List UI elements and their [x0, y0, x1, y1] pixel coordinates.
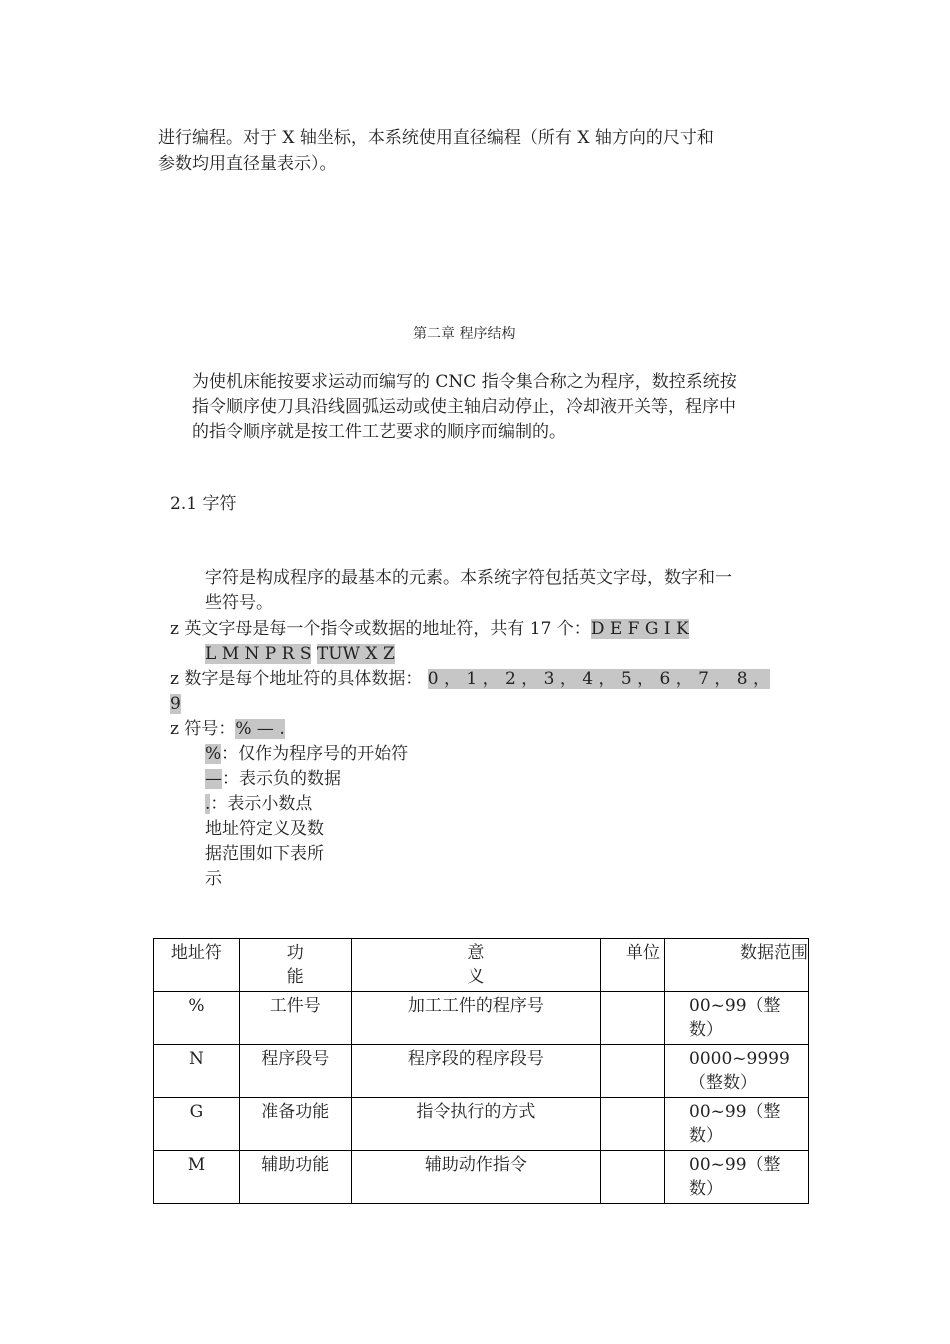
bullet-digits-prefix: z 数字是每个地址符的具体数据：: [170, 669, 423, 689]
letters-highlight-1: D E F G I K: [590, 619, 689, 639]
table-intro-line-1: 地址符定义及数: [205, 819, 324, 839]
header-meaning-2: 义: [467, 967, 485, 987]
symbol-minus-desc: ：表示负的数据: [222, 769, 341, 789]
table-row: [154, 1045, 809, 1098]
cell-address: %: [154, 992, 240, 1045]
header-range: 数据范围: [665, 939, 809, 992]
cell-meaning: 程序段的程序段号: [351, 1045, 600, 1098]
section-para-line-1: 字符是构成程序的最基本的元素。本系统字符包括英文字母，数字和一: [205, 568, 732, 588]
chapter-para-line-3: 的指令顺序就是按工件工艺要求的顺序而编制的。: [192, 422, 566, 442]
chapter-para-line-1: 为使机床能按要求运动而编写的 CNC 指令集合称之为程序，数控系统按: [192, 372, 737, 392]
cell-unit: [601, 1045, 665, 1098]
cell-range-2: 数）: [689, 1179, 723, 1199]
bullet-letters: [170, 617, 689, 642]
symbol-percent-desc: ：仅作为程序号的开始符: [221, 744, 409, 764]
cell-range-1: 00~99（整: [689, 996, 781, 1016]
cell-range-1: 00~99（整: [689, 1155, 781, 1175]
symbol-def-dot: [205, 792, 312, 817]
header-unit: 单位: [601, 939, 665, 992]
table-row: [154, 992, 809, 1045]
symbol-dot-desc: ：表示小数点: [210, 794, 313, 814]
letters-highlight-3: TUW X Z: [316, 644, 395, 664]
cell-meaning: 加工工件的程序号: [351, 992, 600, 1045]
header-function: [239, 939, 351, 992]
table-row: [154, 1151, 809, 1204]
cell-range-2: 数）: [689, 1126, 723, 1146]
header-function-1: 功: [286, 943, 304, 963]
cell-unit: [601, 1151, 665, 1204]
symbol-dot: .: [205, 794, 211, 814]
bullet-digits: [170, 667, 770, 692]
cell-range-1: 0000~9999: [689, 1049, 790, 1069]
header-meaning: [351, 939, 600, 992]
address-table: [153, 938, 809, 1204]
cell-meaning: 辅助动作指令: [351, 1151, 600, 1204]
digits-highlight-1: 0 ， 1 ， 2 ， 3 ， 4 ， 5 ， 6 ， 7 ， 8 ，: [427, 669, 770, 689]
chapter-title: 第二章 程序结构: [413, 326, 516, 342]
cell-range: [665, 1098, 809, 1151]
cell-function: 程序段号: [239, 1045, 351, 1098]
cell-address: M: [154, 1151, 240, 1204]
cell-range-2: （整数）: [689, 1073, 757, 1093]
cell-range-2: 数）: [689, 1020, 723, 1040]
table-row: [154, 1098, 809, 1151]
bullet-letters-cont: [205, 642, 395, 667]
cell-function: 工件号: [239, 992, 351, 1045]
cell-meaning: 指令执行的方式: [351, 1098, 600, 1151]
digits-highlight-2: 9: [170, 694, 181, 714]
table-header-row: [154, 939, 809, 992]
cell-unit: [601, 992, 665, 1045]
cell-function: 辅助功能: [239, 1151, 351, 1204]
symbol-minus: —: [205, 769, 222, 789]
cell-address: G: [154, 1098, 240, 1151]
chapter-para-line-2: 指令顺序使刀具沿线圆弧运动或使主轴启动停止，冷却液开关等，程序中: [192, 397, 736, 417]
cell-range: [665, 1151, 809, 1204]
cell-unit: [601, 1098, 665, 1151]
symbol-def-minus: [205, 767, 341, 792]
intro-line-2: 参数均用直径量表示）。: [158, 154, 337, 174]
cell-range: [665, 1045, 809, 1098]
letters-highlight-2: L M N P R S: [205, 644, 312, 664]
section-para-line-2: 些符号。: [205, 593, 273, 613]
header-function-2: 能: [286, 967, 304, 987]
cell-range: [665, 992, 809, 1045]
table-intro-line-3: 示: [205, 869, 222, 889]
cell-function: 准备功能: [239, 1098, 351, 1151]
symbols-highlight: % — .: [235, 719, 285, 739]
symbol-percent: %: [205, 744, 222, 764]
header-address: 地址符: [154, 939, 240, 992]
bullet-letters-prefix: z 英文字母是每一个指令或数据的地址符，共有 17 个：: [170, 619, 591, 639]
bullet-digits-cont: [170, 692, 181, 717]
bullet-symbols: [170, 717, 285, 742]
cell-address: N: [154, 1045, 240, 1098]
symbol-def-percent: [205, 742, 408, 767]
intro-line-1: 进行编程。对于 X 轴坐标，本系统使用直径编程（所有 X 轴方向的尺寸和: [158, 128, 714, 148]
table-intro-line-2: 据范围如下表所: [205, 844, 324, 864]
bullet-symbols-prefix: z 符号：: [170, 719, 236, 739]
cell-range-1: 00~99（整: [689, 1102, 781, 1122]
header-meaning-1: 意: [467, 943, 485, 963]
section-title: 2.1 字符: [170, 494, 237, 514]
